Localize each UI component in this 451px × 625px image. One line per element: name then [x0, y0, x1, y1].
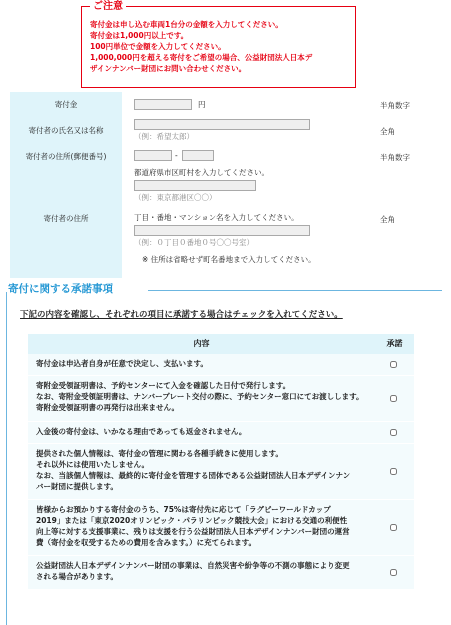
row-line: 向上等に対する支援事業に、残りは支援を行う公益財団法人日本デザインナンバー財団の運営 [36, 527, 350, 536]
table-row [28, 556, 414, 590]
postal-separator: - [175, 151, 178, 160]
name-note: 全角 [380, 127, 395, 136]
agree-checkbox-3[interactable] [390, 429, 397, 436]
row-line: なお、当該個人情報は、最終的に寄付金を管理する団体である公益財団法人日本デザインナン [36, 471, 351, 480]
caution-title: ご注意 [90, 1, 126, 13]
row-text [36, 560, 376, 582]
donation-label: 寄付金 [54, 100, 78, 109]
street-address-input[interactable] [134, 225, 310, 236]
table-row [28, 354, 414, 376]
section-title: 寄付に関する承諾事項 [8, 283, 113, 295]
table-row [28, 444, 414, 500]
name-label: 寄付者の氏名又は名称 [28, 126, 104, 135]
row-line: 提供された個人情報は、寄付金の管理に関わる各種手続きに使用します。 [36, 449, 283, 458]
row-line: なお、寄附金受領証明書は、ナンバープレート交付の際に、予約センター窓口にてお渡しします。 [36, 392, 364, 401]
row-line: 皆様からお預かりする寄付金のうち、75%は寄付先に応じて「ラグビーワールドカップ [36, 505, 331, 514]
agree-checkbox-1[interactable] [390, 361, 397, 368]
row-line: 寄附金受領証明書の再発行は出来ません。 [36, 403, 179, 412]
caution-line: 寄付金は申し込む車両1台分の金額を入力してください。 [90, 20, 283, 29]
agreement-table [28, 334, 414, 590]
row-text [36, 380, 376, 413]
row-line: 費（寄付金を収受するための費用を含みます。）に充てられます。 [36, 538, 257, 547]
row-text [36, 504, 376, 548]
postal-code-second-input[interactable] [182, 150, 214, 161]
caution-line: 寄付金は1,000円以上です。 [90, 31, 189, 40]
section-instruction: 下記の内容を確認し、それぞれの項目に承諾する場合はチェックを入れてください。 [20, 310, 343, 320]
table-row [28, 422, 414, 444]
label-column [10, 92, 122, 278]
row-line: 公益財団法人日本デザインナンバー財団の事業は、自然災害や紛争等の不測の事態により変更 [36, 561, 350, 570]
name-example: （例：希望太郎） [134, 132, 194, 141]
section-border-top [148, 290, 442, 291]
table-row [28, 376, 414, 422]
row-text [36, 448, 376, 492]
row-line: 寄付金は申込者自身が任意で決定し、支払います。 [36, 359, 208, 368]
header-agree: 承諾 [386, 339, 403, 348]
prefecture-city-input[interactable] [134, 180, 256, 191]
address-label: 寄付者の住所 [43, 214, 89, 223]
prefecture-instruction: 都道府県市区町村を入力してください。 [134, 168, 269, 177]
street-instruction: 丁目・番地・マンション名を入力してください。 [134, 213, 299, 222]
row-text [36, 426, 376, 437]
agree-checkbox-5[interactable] [390, 524, 397, 531]
row-line: 入金後の寄付金は、いかなる理由であっても返金されません。 [36, 427, 247, 436]
table-header [28, 334, 414, 354]
caution-lines [90, 19, 352, 74]
table-row [28, 500, 414, 556]
caution-line: 100円単位で金額を入力してください。 [90, 42, 226, 51]
agree-checkbox-6[interactable] [390, 569, 397, 576]
header-content: 内容 [193, 339, 210, 348]
street-example: （例：０丁目０番地０号〇〇号室） [134, 238, 254, 247]
row-line: 2019」または「東京2020オリンピック・パラリンピック競技大会」における交通の利便性 [36, 516, 348, 525]
postal-label: 寄付者の住所(郵便番号) [25, 152, 107, 161]
agree-checkbox-2[interactable] [390, 395, 397, 402]
address-footnote: ※ 住所は省略せず町名番地まで入力してください。 [142, 255, 316, 264]
donation-note: 半角数字 [380, 101, 410, 110]
row-line: それ以外には使用いたしません。 [36, 460, 149, 469]
donor-form [10, 92, 440, 278]
caution-box [81, 1, 356, 88]
section-border-left [6, 292, 7, 625]
donor-name-input[interactable] [134, 119, 310, 130]
row-line: される場合があります。 [36, 572, 118, 581]
row-line: 寄附金受領証明書は、予約センターにて入金を確認した日付で発行します。 [36, 381, 291, 390]
postal-note: 半角数字 [380, 153, 410, 162]
address-note: 全角 [380, 215, 395, 224]
donation-unit: 円 [198, 100, 206, 109]
postal-code-first-input[interactable] [134, 150, 172, 161]
caution-line: 1,000,000円を超える寄付をご希望の場合、公益財団法人日本デ [90, 53, 313, 62]
donation-amount-input[interactable] [134, 99, 192, 110]
row-text [36, 358, 376, 369]
prefecture-example: （例：東京都港区〇〇） [134, 193, 217, 202]
row-line: バー財団に提供します。 [36, 482, 118, 491]
caution-line: ザインナンバー財団にお問い合わせください。 [90, 64, 247, 73]
agree-checkbox-4[interactable] [390, 468, 397, 475]
